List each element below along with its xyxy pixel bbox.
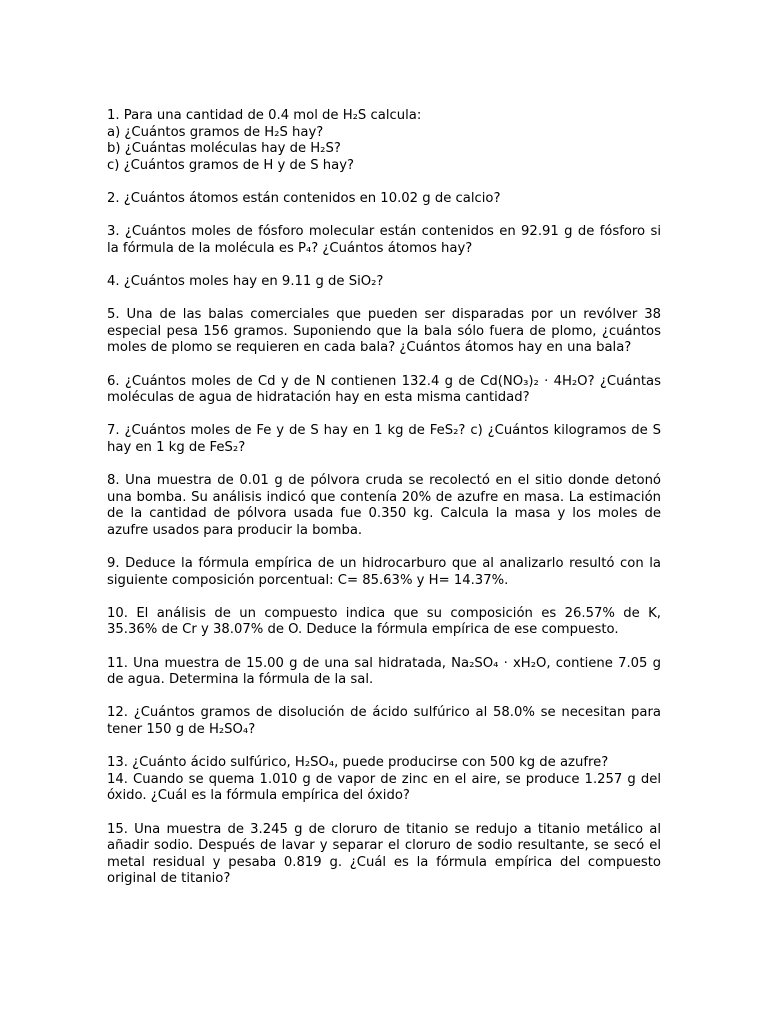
- problem-13: 13. ¿Cuánto ácido sulfúrico, H₂SO₄, puede producirse con 500 kg de azufre?: [107, 755, 609, 771]
- problem-5: 5. Una de las balas comerciales que pueden ser disparadas por un revólver 38 especial pesa 156 gramos. Suponiendo que la bala sólo fuera de plomo, ¿cuántos moles de plomo se requieren en cada bala? ¿Cuántos átomos hay en una bala?: [107, 307, 661, 356]
- problem-15: 15. Una muestra de 3.245 g de cloruro de titanio se redujo a titanio metálico al añadir sodio. Después de lavar y separar el cloruro de sodio resultante, se secó el metal residual y pesaba 0.819 g. ¿Cuál es la fórmula empírica del compuesto original de titanio?: [107, 821, 661, 887]
- problem-14: 14. Cuando se quema 1.010 g de vapor de zinc en el aire, se produce 1.257 g del óxido. ¿Cuál es la fórmula empírica del óxido?: [107, 771, 661, 804]
- problem-1: [107, 108, 661, 174]
- problem-1-part-a: a) ¿Cuántos gramos de H₂S hay?: [107, 124, 324, 140]
- problem-4: 4. ¿Cuántos moles hay en 9.11 g de SiO₂?: [107, 273, 384, 289]
- document-page: [107, 108, 661, 905]
- problem-1-part-c: c) ¿Cuántos gramos de H y de S hay?: [107, 157, 355, 173]
- problem-7: 7. ¿Cuántos moles de Fe y de S hay en 1 kg de FeS₂? c) ¿Cuántos kilogramos de S hay en 1 kg de FeS₂?: [107, 423, 661, 455]
- problem-1-statement: 1. Para una cantidad de 0.4 mol de H₂S calcula:: [107, 108, 422, 123]
- problem-3: 3. ¿Cuántos moles de fósforo molecular están contenidos en 92.91 g de fósforo si la fórmula de la molécula es P₄? ¿Cuántos átomos hay?: [107, 224, 661, 256]
- problem-8: 8. Una muestra de 0.01 g de pólvora cruda se recolectó en el sitio donde detonó una bomba. Su análisis indicó que contenía 20% de azufre en masa. La estimación de la cantidad de pólvora usada fue 0.350 kg. Calcula la masa y los moles de azufre usados para producir la bomba.: [107, 473, 661, 538]
- problem-1-part-b: b) ¿Cuántas moléculas hay de H₂S?: [107, 141, 341, 157]
- problem-11: 11. Una muestra de 15.00 g de una sal hidratada, Na₂SO₄ · xH₂O, contiene 7.05 g de agua. Determina la fórmula de la sal.: [107, 655, 661, 688]
- problem-2: 2. ¿Cuántos átomos están contenidos en 10.02 g de calcio?: [107, 190, 501, 206]
- problem-6: 6. ¿Cuántos moles de Cd y de N contienen 132.4 g de Cd(NO₃)₂ · 4H₂O? ¿Cuántas moléculas de agua de hidratación hay en esta misma cantidad?: [107, 373, 661, 406]
- problem-10: 10. El análisis de un compuesto indica que su composición es 26.57% de K, 35.36% de Cr y 38.07% de O. Deduce la fórmula empírica de ese compuesto.: [107, 605, 661, 638]
- problem-9: 9. Deduce la fórmula empírica de un hidrocarburo que al analizarlo resultó con la siguiente composición porcentual: C= 85.63% y H= 14.37%.: [107, 556, 661, 588]
- problem-12: 12. ¿Cuántos gramos de disolución de ácido sulfúrico al 58.0% se necesitan para tener 150 g de H₂SO₄?: [107, 705, 661, 737]
